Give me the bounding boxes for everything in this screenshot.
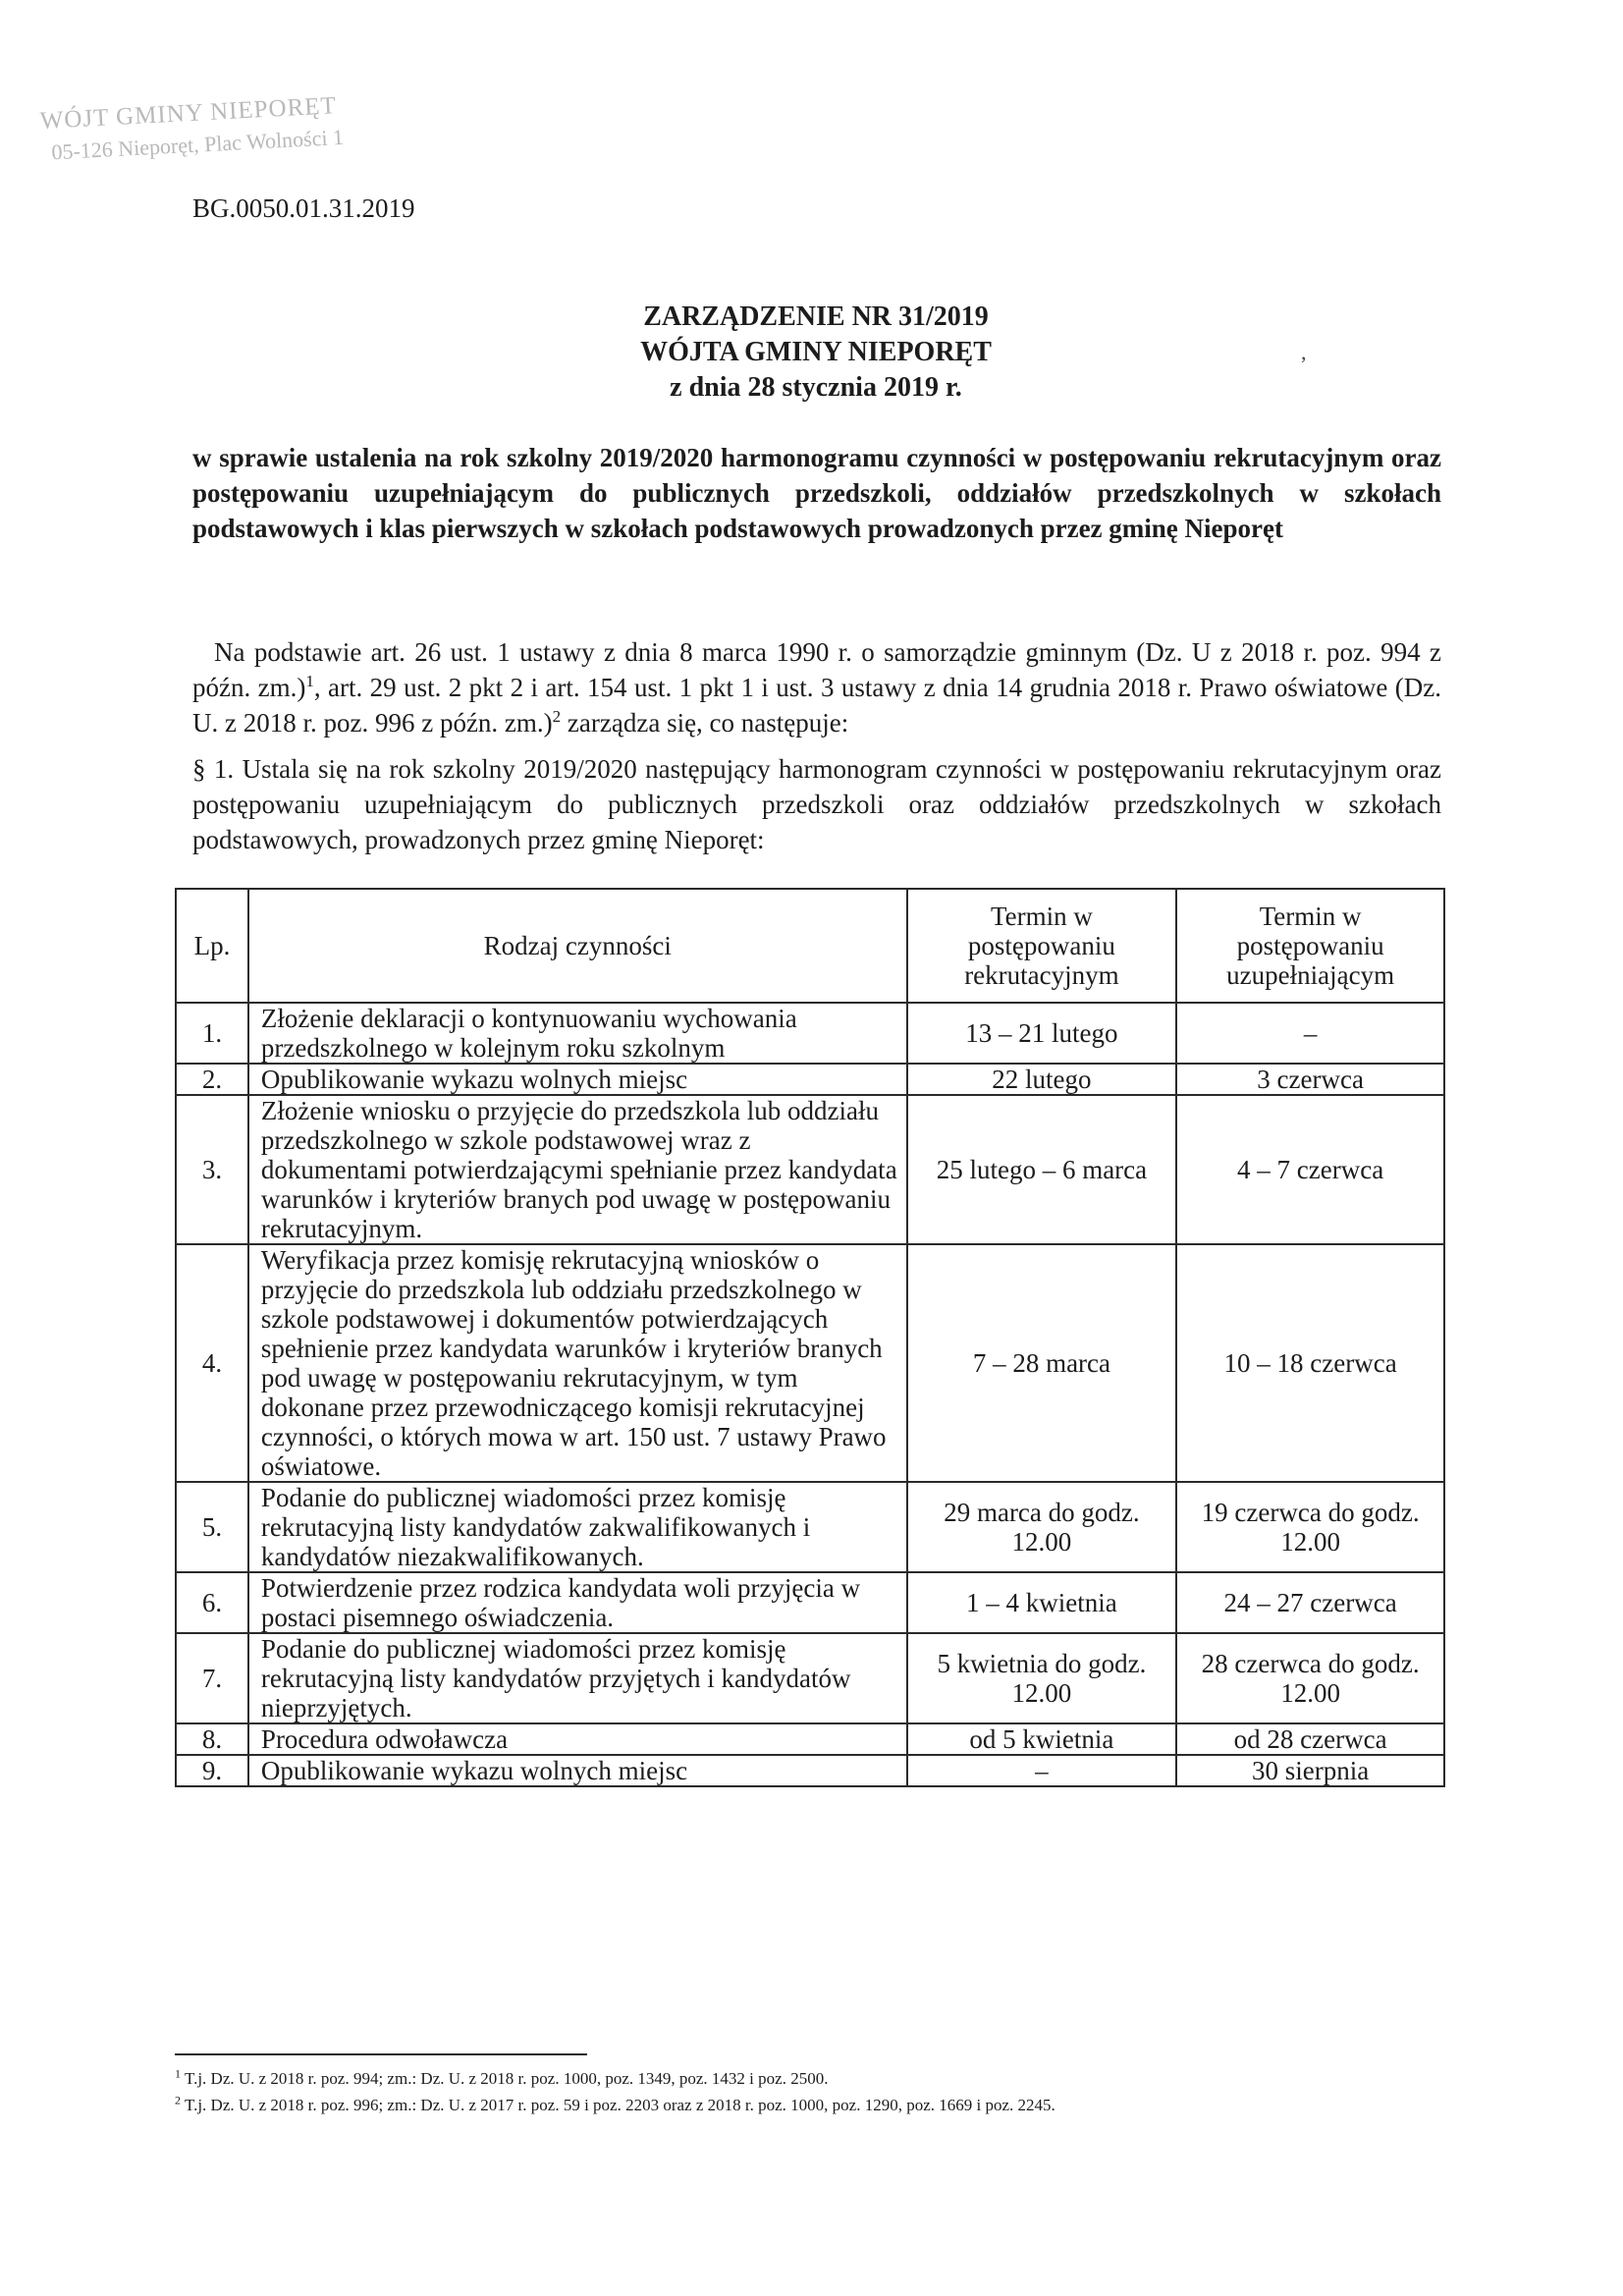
row-supplementary-term: 24 – 27 czerwca (1176, 1572, 1444, 1633)
legal-basis-text-1: Na podstawie art. 26 ust. 1 ustawy z dnia 8 marca 1990 r. o samorządzie gminnym (Dz. U z 2018 r. poz. 994 z późn. zm.) (192, 637, 1441, 702)
footnote-text: T.j. Dz. U. z 2018 r. poz. 996; zm.: Dz. U. z 2017 r. poz. 59 i poz. 2203 oraz z 2018 r. poz. 1000, poz. 1290, poz. 1669 i poz. 2245. (181, 2096, 1055, 2114)
header-activity: Rodzaj czynności (248, 889, 907, 1003)
legal-basis (192, 634, 1441, 740)
heading-date: z dnia 28 stycznia 2019 r. (670, 372, 962, 403)
row-supplementary-term: 4 – 7 czerwca (1176, 1095, 1444, 1244)
header-recruitment-term: Termin w postępowaniu rekrutacyjnym (907, 889, 1177, 1003)
row-number: 6. (176, 1572, 248, 1633)
row-recruitment-term: 7 – 28 marca (907, 1244, 1177, 1482)
footnote-mark: 2 (175, 2093, 181, 2107)
row-number: 1. (176, 1003, 248, 1064)
heading-title: ZARZĄDZENIE NR 31/2019 (643, 301, 989, 332)
row-supplementary-term: 30 sierpnia (1176, 1755, 1444, 1786)
row-number: 2. (176, 1064, 248, 1095)
row-supplementary-term: 19 czerwca do godz. 12.00 (1176, 1482, 1444, 1572)
row-number: 9. (176, 1755, 248, 1786)
row-activity: Podanie do publicznej wiadomości przez komisję rekrutacyjną listy kandydatów przyjętych i kandydatów nieprzyjętych. (248, 1633, 907, 1723)
footnote-ref-2: 2 (552, 707, 562, 726)
row-recruitment-term: 25 lutego – 6 marca (907, 1095, 1177, 1244)
row-supplementary-term: 28 czerwca do godz. 12.00 (1176, 1633, 1444, 1723)
footnote-text: T.j. Dz. U. z 2018 r. poz. 994; zm.: Dz. U. z 2018 r. poz. 1000, poz. 1349, poz. 1432 i poz. 2500. (181, 2069, 829, 2088)
table-row (176, 1482, 1444, 1572)
row-activity: Złożenie deklaracji o kontynuowaniu wychowania przedszkolnego w kolejnym roku szkolnym (248, 1003, 907, 1064)
footnote-ref-1: 1 (305, 672, 314, 690)
schedule-table (175, 888, 1445, 1787)
row-supplementary-term: – (1176, 1003, 1444, 1064)
table-row (176, 1003, 1444, 1064)
table-row (176, 1633, 1444, 1723)
footnote-separator (175, 2053, 587, 2055)
row-activity: Opublikowanie wykazu wolnych miejsc (248, 1755, 907, 1786)
footnote-mark: 1 (175, 2066, 181, 2081)
row-recruitment-term: od 5 kwietnia (907, 1723, 1177, 1755)
row-number: 5. (176, 1482, 248, 1572)
legal-basis-text-2: , art. 29 ust. 2 pkt 2 i art. 154 ust. 1 pkt 1 i ust. 3 ustawy z dnia 14 grudnia 2018 r. Prawo oświatowe (Dz. U. z 2018 r. poz. 996 z późn. zm.) (192, 673, 1441, 738)
row-activity: Podanie do publicznej wiadomości przez komisję rekrutacyjną listy kandydatów zakwalifikowanych i kandydatów niezakwalifikowanych. (248, 1482, 907, 1572)
stamp-line-2: 05-126 Nieporęt, Plac Wolności 1 (50, 124, 345, 165)
row-number: 3. (176, 1095, 248, 1244)
footnote-2 (175, 2092, 1055, 2118)
row-activity: Potwierdzenie przez rodzica kandydata woli przyjęcia w postaci pisemnego oświadczenia. (248, 1572, 907, 1633)
table-row (176, 1064, 1444, 1095)
row-supplementary-term: 3 czerwca (1176, 1064, 1444, 1095)
row-recruitment-term: 5 kwietnia do godz. 12.00 (907, 1633, 1177, 1723)
header-supplementary-term: Termin w postępowaniu uzupełniającym (1176, 889, 1444, 1003)
row-activity: Złożenie wniosku o przyjęcie do przedszkola lub oddziału przedszkolnego w szkole podstawowej wraz z dokumentami potwierdzającymi spełnianie przez kandydata warunków i kryteriów branych pod uwagę w postępowaniu rekrutacyjnym. (248, 1095, 907, 1244)
table-row (176, 1095, 1444, 1244)
row-activity: Weryfikacja przez komisję rekrutacyjną wniosków o przyjęcie do przedszkola lub oddziału przedszkolnego w szkole podstawowej i dokumentów potwierdzających spełnienie przez kandydata warunków i kryteriów branych pod uwagę w postępowaniu rekrutacyjnym, w tym dokonane przez przewodniczącego komisji rekrutacyjnej czynności, o których mowa w art. 150 ust. 7 ustawy Prawo oświatowe. (248, 1244, 907, 1482)
document-subject: w sprawie ustalenia na rok szkolny 2019/2020 harmonogramu czynności w postępowaniu rekrutacyjnym oraz postępowaniu uzupełniającym do publicznych przedszkoli, oddziałów przedszkolnych w szkołach podstawowych i klas pierwszych w szkołach podstawowych prowadzonych przez gminę Nieporęt (192, 443, 1441, 543)
row-activity: Opublikowanie wykazu wolnych miejsc (248, 1064, 907, 1095)
office-stamp (39, 90, 345, 169)
document-reference: BG.0050.01.31.2019 (192, 193, 415, 223)
row-number: 7. (176, 1633, 248, 1723)
header-lp: Lp. (176, 889, 248, 1003)
footnote-1 (175, 2065, 1055, 2092)
paragraph-1: § 1. Ustala się na rok szkolny 2019/2020 następujący harmonogram czynności w postępowaniu rekrutacyjnym oraz postępowaniu uzupełniającym do publicznych przedszkoli oraz oddziałów przedszkolnych w szkołach podstawowych, prowadzonych przez gminę Nieporęt: (192, 754, 1441, 854)
row-recruitment-term: – (907, 1755, 1177, 1786)
row-recruitment-term: 13 – 21 lutego (907, 1003, 1177, 1064)
heading-authority: WÓJTA GMINY NIEPORĘT (640, 337, 992, 367)
row-recruitment-term: 29 marca do godz. 12.00 (907, 1482, 1177, 1572)
table-header-row (176, 889, 1444, 1003)
table-row (176, 1723, 1444, 1755)
row-activity: Procedura odwoławcza (248, 1723, 907, 1755)
row-number: 8. (176, 1723, 248, 1755)
table-row (176, 1572, 1444, 1633)
document-heading (192, 300, 1439, 406)
table-row (176, 1755, 1444, 1786)
row-supplementary-term: 10 – 18 czerwca (1176, 1244, 1444, 1482)
row-recruitment-term: 22 lutego (907, 1064, 1177, 1095)
legal-basis-text-3: zarządza się, co następuje: (561, 708, 849, 738)
row-recruitment-term: 1 – 4 kwietnia (907, 1572, 1177, 1633)
table-row (176, 1244, 1444, 1482)
stamp-line-1: WÓJT GMINY NIEPORĘT (39, 92, 338, 135)
scan-mark: , (1301, 340, 1307, 364)
row-supplementary-term: od 28 czerwca (1176, 1723, 1444, 1755)
footnotes (175, 2065, 1055, 2118)
row-number: 4. (176, 1244, 248, 1482)
